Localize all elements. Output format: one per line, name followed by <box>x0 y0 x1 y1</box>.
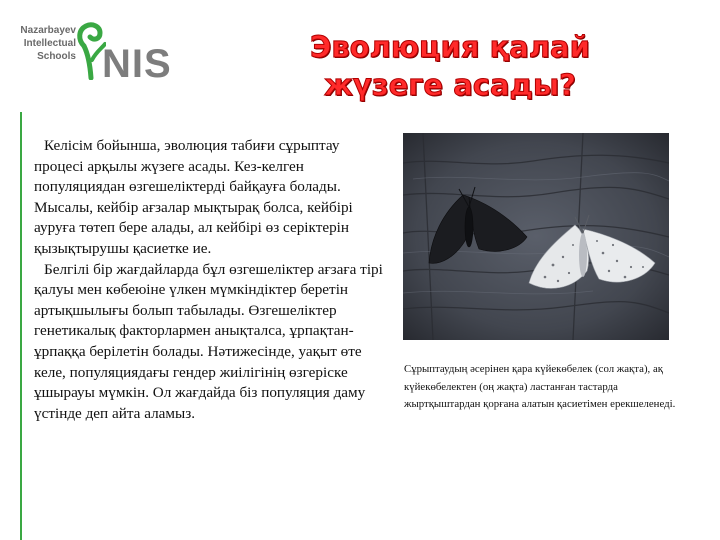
logo-line-1: Nazarbayev <box>20 25 76 36</box>
left-divider <box>20 112 22 540</box>
moths-photo <box>403 133 669 340</box>
paragraph-2: Белгілі бір жағдайларда бұл өзгешеліктер ағзаға тірі қалуы мен көбеюіне үлкен мүмкіндіктер беретін артықшылығы болып табылады. Өзгешеліктер генетикалық факторлармен анықталса, ұрпақтан-ұрпаққа берілетін болады. Нәтижесінде, уақыт өте келе, популяциядағы гендер жиілігінің өзгеріске ұшырауы мүмкін. Ол жағдайда біз популяция даму үстінде деп айта аламыз. <box>34 260 383 422</box>
photo-caption: Сұрыптаудың әсерінен қара күйекөбелек (сол жақта), ақ күйекөбелектен (оң жақта) ластанған тастарда жыртқыштардан қорғана алатын қасиетімен ерекшеленеді. <box>404 363 676 410</box>
paragraph-1: Келісім бойынша, эволюция табиғи сұрыптау процесі арқылы жүзеге асады. Кез-келген популяциядан өзгешеліктерді байқауға болады. Мысалы, кейбір ағзалар мықтырақ болса, кейбірі ауруға төтеп бере алады, ал кейбірі өз серіктерін қызықтырушы қасиетке ие. <box>34 137 353 257</box>
logo-wordmark: NIS <box>102 42 172 86</box>
title-line-2: жүзеге асады? <box>324 68 576 102</box>
logo-line-3: Schools <box>37 51 76 62</box>
title-line-1: Эволюция қалай <box>310 30 590 64</box>
moths-photo-image <box>403 133 669 340</box>
page-title <box>300 28 600 104</box>
logo-line-2: Intellectual <box>23 38 76 49</box>
logo-caption <box>6 24 76 63</box>
nis-logo <box>6 24 176 104</box>
body-text <box>34 136 384 424</box>
